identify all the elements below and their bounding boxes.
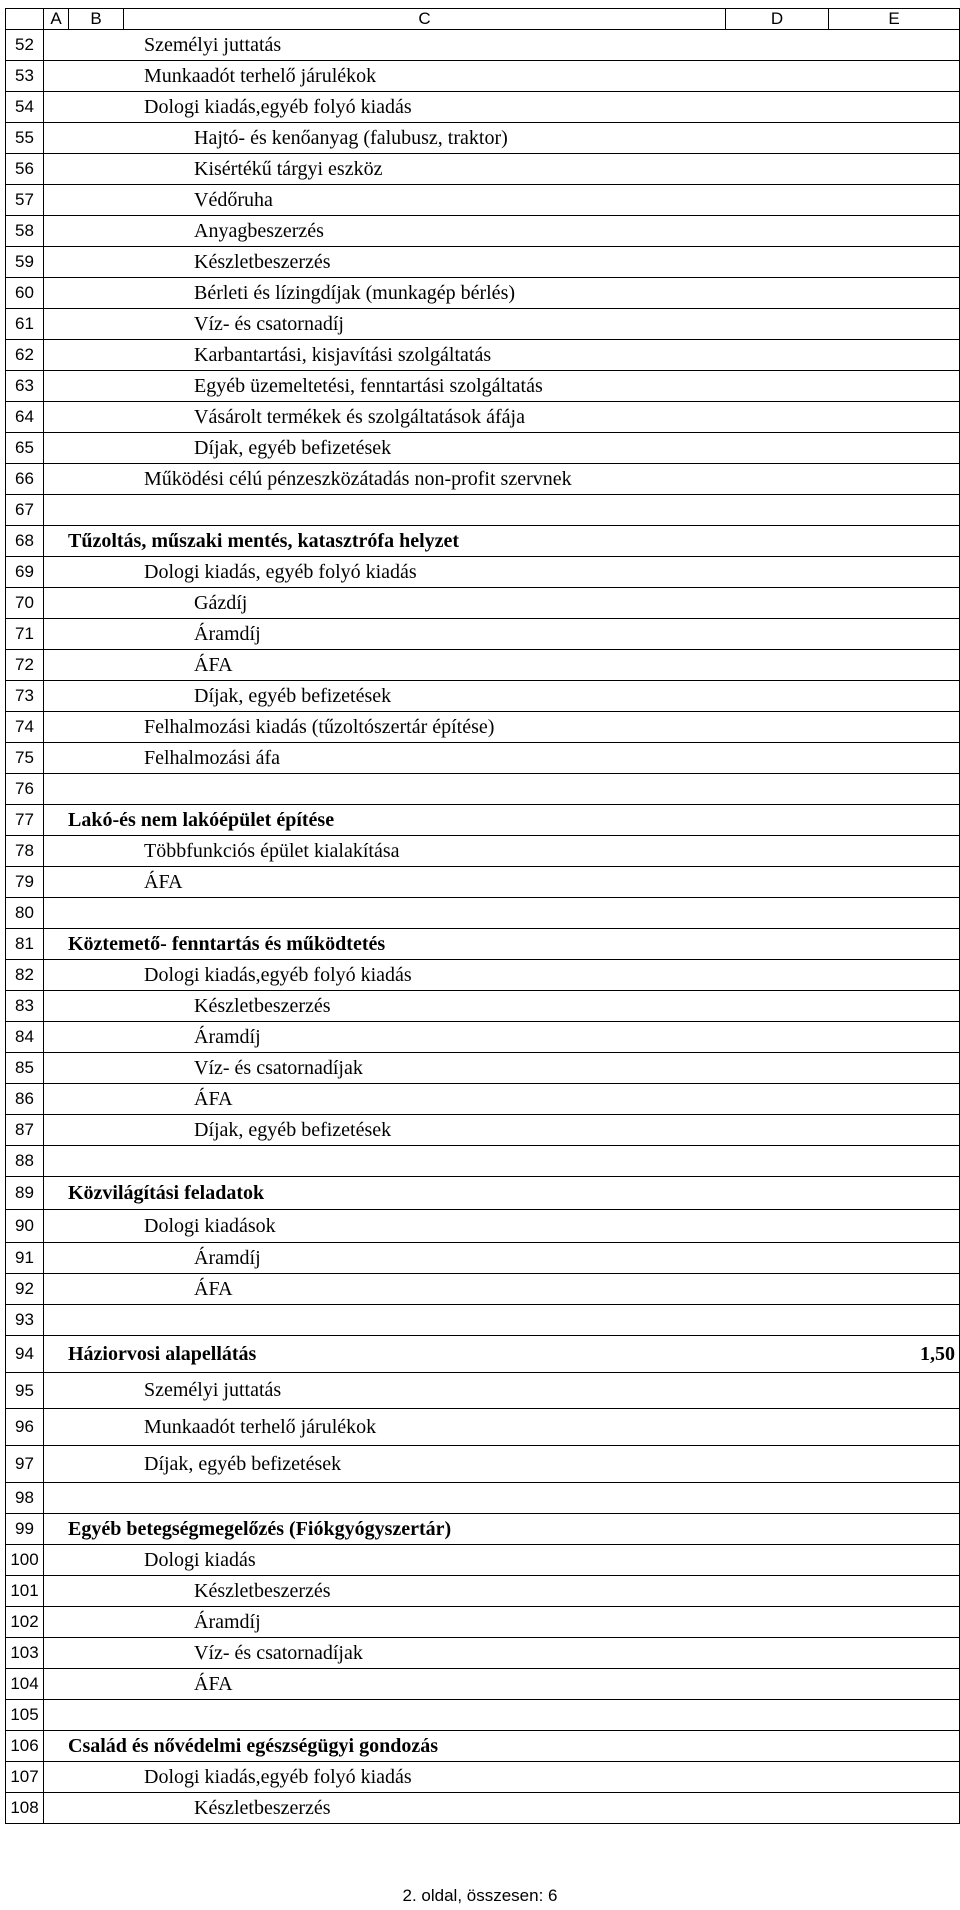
row-header[interactable]: 98	[6, 1483, 44, 1514]
row-header[interactable]: 74	[6, 712, 44, 743]
row-header[interactable]: 54	[6, 92, 44, 123]
table-row	[6, 929, 960, 960]
table-row	[6, 278, 960, 309]
description-cell[interactable]: Áramdíj	[44, 1243, 829, 1274]
table-row	[6, 1576, 960, 1607]
column-e-cell[interactable]	[829, 247, 960, 278]
sheet-body	[6, 30, 960, 1824]
row-header[interactable]: 86	[6, 1084, 44, 1115]
column-e-cell[interactable]	[829, 1607, 960, 1638]
description-cell[interactable]: Személyi juttatás	[44, 1373, 829, 1409]
table-row	[6, 1638, 960, 1669]
description-cell[interactable]: Személyi juttatás	[44, 30, 829, 61]
row-header[interactable]: 72	[6, 650, 44, 681]
table-row	[6, 526, 960, 557]
column-e-cell[interactable]	[829, 619, 960, 650]
table-row	[6, 1607, 960, 1638]
description-cell[interactable]: Bérleti és lízingdíjak (munkagép bérlés)	[44, 278, 829, 309]
column-header-row	[6, 9, 960, 30]
row-header[interactable]: 99	[6, 1514, 44, 1545]
column-e-cell[interactable]	[829, 92, 960, 123]
table-row	[6, 681, 960, 712]
column-e-cell[interactable]	[829, 712, 960, 743]
spreadsheet-table	[5, 8, 960, 1824]
table-row	[6, 1373, 960, 1409]
column-e-cell[interactable]	[829, 1022, 960, 1053]
table-row	[6, 495, 960, 526]
description-cell[interactable]	[44, 1700, 829, 1731]
description-cell[interactable]: Felhalmozási áfa	[44, 743, 829, 774]
row-header[interactable]: 89	[6, 1177, 44, 1210]
table-row	[6, 1514, 960, 1545]
description-cell[interactable]: Hajtó- és kenőanyag (falubusz, traktor)	[44, 123, 829, 154]
description-cell[interactable]: Víz- és csatornadíjak	[44, 1638, 829, 1669]
row-header[interactable]: 65	[6, 433, 44, 464]
row-header[interactable]: 55	[6, 123, 44, 154]
table-row	[6, 743, 960, 774]
table-row	[6, 557, 960, 588]
row-header[interactable]: 82	[6, 960, 44, 991]
row-header[interactable]: 83	[6, 991, 44, 1022]
row-header[interactable]: 88	[6, 1146, 44, 1177]
description-cell[interactable]: Egyéb betegségmegelőzés (Fiókgyógyszertár)	[44, 1514, 829, 1545]
row-header[interactable]: 100	[6, 1545, 44, 1576]
description-cell[interactable]: Vásárolt termékek és szolgáltatások áfája	[44, 402, 829, 433]
description-cell[interactable]: Készletbeszerzés	[44, 1576, 829, 1607]
description-cell[interactable]: ÁFA	[44, 867, 829, 898]
corner-cell[interactable]	[6, 9, 44, 30]
column-header-c[interactable]: C	[124, 9, 726, 30]
description-cell[interactable]: Tűzoltás, műszaki mentés, katasztrófa helyzet	[44, 526, 829, 557]
row-header[interactable]: 93	[6, 1305, 44, 1336]
column-e-cell[interactable]	[829, 1274, 960, 1305]
description-cell[interactable]: ÁFA	[44, 1669, 829, 1700]
column-header-a[interactable]: A	[44, 9, 69, 30]
column-e-cell[interactable]	[829, 154, 960, 185]
description-cell[interactable]: Többfunkciós épület kialakítása	[44, 836, 829, 867]
table-row	[6, 1446, 960, 1483]
table-row	[6, 1115, 960, 1146]
column-e-cell[interactable]	[829, 867, 960, 898]
column-e-cell[interactable]	[829, 650, 960, 681]
description-cell[interactable]	[44, 495, 829, 526]
description-cell[interactable]: Díjak, egyéb befizetések	[44, 433, 829, 464]
column-e-cell[interactable]	[829, 1177, 960, 1210]
column-e-cell[interactable]	[829, 898, 960, 929]
column-e-cell[interactable]	[829, 929, 960, 960]
description-cell[interactable]: ÁFA	[44, 650, 829, 681]
row-header[interactable]: 91	[6, 1243, 44, 1274]
column-e-cell[interactable]	[829, 1409, 960, 1446]
table-row	[6, 898, 960, 929]
row-header[interactable]: 97	[6, 1446, 44, 1483]
table-row	[6, 1177, 960, 1210]
table-row	[6, 1409, 960, 1446]
description-cell[interactable]: Dologi kiadások	[44, 1210, 829, 1243]
row-header[interactable]: 79	[6, 867, 44, 898]
description-cell[interactable]: Gázdíj	[44, 588, 829, 619]
column-e-cell[interactable]	[829, 1762, 960, 1793]
table-row	[6, 309, 960, 340]
row-header[interactable]: 84	[6, 1022, 44, 1053]
table-row	[6, 1700, 960, 1731]
row-header[interactable]: 77	[6, 805, 44, 836]
row-header[interactable]: 66	[6, 464, 44, 495]
column-e-cell[interactable]	[829, 1373, 960, 1409]
column-e-cell[interactable]	[829, 185, 960, 216]
row-header[interactable]: 103	[6, 1638, 44, 1669]
row-header[interactable]: 107	[6, 1762, 44, 1793]
description-cell[interactable]: Áramdíj	[44, 1022, 829, 1053]
row-header[interactable]: 106	[6, 1731, 44, 1762]
table-row	[6, 1243, 960, 1274]
table-row	[6, 619, 960, 650]
column-e-cell[interactable]	[829, 836, 960, 867]
table-row	[6, 805, 960, 836]
column-header-d[interactable]: D	[726, 9, 829, 30]
column-e-cell[interactable]	[829, 1731, 960, 1762]
column-e-cell[interactable]	[829, 805, 960, 836]
row-header[interactable]: 67	[6, 495, 44, 526]
row-header[interactable]: 69	[6, 557, 44, 588]
row-header[interactable]: 108	[6, 1793, 44, 1824]
column-e-cell[interactable]	[829, 433, 960, 464]
row-header[interactable]: 52	[6, 30, 44, 61]
table-row	[6, 1274, 960, 1305]
table-row	[6, 650, 960, 681]
page-footer: 2. oldal, összesen: 6	[402, 1886, 558, 1905]
table-row	[6, 712, 960, 743]
column-e-cell[interactable]	[829, 61, 960, 92]
table-row	[6, 588, 960, 619]
column-e-cell[interactable]	[829, 1545, 960, 1576]
column-e-cell[interactable]	[829, 960, 960, 991]
row-header[interactable]: 87	[6, 1115, 44, 1146]
row-header[interactable]: 80	[6, 898, 44, 929]
description-cell[interactable]: Készletbeszerzés	[44, 247, 829, 278]
description-cell[interactable]: Kisértékű tárgyi eszköz	[44, 154, 829, 185]
description-cell[interactable]: Munkaadót terhelő járulékok	[44, 61, 829, 92]
row-header[interactable]: 62	[6, 340, 44, 371]
description-cell[interactable]	[44, 1146, 829, 1177]
description-cell[interactable]: Díjak, egyéb befizetések	[44, 1115, 829, 1146]
table-row	[6, 464, 960, 495]
column-e-cell[interactable]	[829, 123, 960, 154]
row-header[interactable]: 53	[6, 61, 44, 92]
column-header-b[interactable]: B	[69, 9, 124, 30]
row-header[interactable]: 102	[6, 1607, 44, 1638]
table-row	[6, 1669, 960, 1700]
column-e-cell[interactable]	[829, 371, 960, 402]
description-cell[interactable]	[44, 774, 829, 805]
description-cell[interactable]: Háziorvosi alapellátás	[44, 1336, 829, 1373]
row-header[interactable]: 94	[6, 1336, 44, 1373]
table-row	[6, 433, 960, 464]
table-row	[6, 92, 960, 123]
column-e-cell[interactable]	[829, 1576, 960, 1607]
column-e-cell[interactable]	[829, 1146, 960, 1177]
row-header[interactable]: 95	[6, 1373, 44, 1409]
column-e-cell[interactable]	[829, 278, 960, 309]
row-header[interactable]: 70	[6, 588, 44, 619]
column-e-cell[interactable]: 1,50	[829, 1336, 960, 1373]
description-cell[interactable]	[44, 1483, 829, 1514]
table-row	[6, 1084, 960, 1115]
row-header[interactable]: 96	[6, 1409, 44, 1446]
description-cell[interactable]: Lakó-és nem lakóépület építése	[44, 805, 829, 836]
row-header[interactable]: 76	[6, 774, 44, 805]
column-e-cell[interactable]	[829, 557, 960, 588]
column-e-cell[interactable]	[829, 402, 960, 433]
column-e-cell[interactable]	[829, 464, 960, 495]
description-cell[interactable]: Munkaadót terhelő járulékok	[44, 1409, 829, 1446]
description-cell[interactable]: Díjak, egyéb befizetések	[44, 681, 829, 712]
description-cell[interactable]: ÁFA	[44, 1084, 829, 1115]
description-cell[interactable]: Áramdíj	[44, 1607, 829, 1638]
row-header[interactable]: 85	[6, 1053, 44, 1084]
row-header[interactable]: 104	[6, 1669, 44, 1700]
table-row	[6, 1762, 960, 1793]
table-row	[6, 1305, 960, 1336]
table-row	[6, 185, 960, 216]
row-header[interactable]: 59	[6, 247, 44, 278]
table-row	[6, 1483, 960, 1514]
row-header[interactable]: 75	[6, 743, 44, 774]
description-cell[interactable]: Dologi kiadás,egyéb folyó kiadás	[44, 960, 829, 991]
table-row	[6, 30, 960, 61]
table-row	[6, 123, 960, 154]
column-e-cell[interactable]	[829, 588, 960, 619]
row-header[interactable]: 56	[6, 154, 44, 185]
column-e-cell[interactable]	[829, 340, 960, 371]
table-row	[6, 991, 960, 1022]
description-cell[interactable]: Család és nővédelmi egészségügyi gondozás	[44, 1731, 829, 1762]
row-header[interactable]: 58	[6, 216, 44, 247]
row-header[interactable]: 60	[6, 278, 44, 309]
table-row	[6, 402, 960, 433]
column-e-cell[interactable]	[829, 1793, 960, 1824]
description-cell[interactable]: Anyagbeszerzés	[44, 216, 829, 247]
column-e-cell[interactable]	[829, 1210, 960, 1243]
column-e-cell[interactable]	[829, 1115, 960, 1146]
row-header[interactable]: 63	[6, 371, 44, 402]
table-row	[6, 371, 960, 402]
description-cell[interactable]: Készletbeszerzés	[44, 1793, 829, 1824]
column-e-cell[interactable]	[829, 991, 960, 1022]
table-row	[6, 1210, 960, 1243]
table-row	[6, 1053, 960, 1084]
description-cell[interactable]: ÁFA	[44, 1274, 829, 1305]
description-cell[interactable]: Dologi kiadás	[44, 1545, 829, 1576]
table-row	[6, 774, 960, 805]
table-row	[6, 154, 960, 185]
column-e-cell[interactable]	[829, 1053, 960, 1084]
description-cell[interactable]	[44, 898, 829, 929]
column-e-cell[interactable]	[829, 30, 960, 61]
description-cell[interactable]: Készletbeszerzés	[44, 991, 829, 1022]
description-cell[interactable]: Áramdíj	[44, 619, 829, 650]
row-header[interactable]: 81	[6, 929, 44, 960]
table-row	[6, 1793, 960, 1824]
description-cell[interactable]: Felhalmozási kiadás (tűzoltószertár építése)	[44, 712, 829, 743]
column-e-cell[interactable]	[829, 1446, 960, 1483]
description-cell[interactable]: Víz- és csatornadíjak	[44, 1053, 829, 1084]
row-header[interactable]: 101	[6, 1576, 44, 1607]
column-e-cell[interactable]	[829, 1669, 960, 1700]
column-e-cell[interactable]	[829, 216, 960, 247]
row-header[interactable]: 78	[6, 836, 44, 867]
table-row	[6, 1545, 960, 1576]
row-header[interactable]: 73	[6, 681, 44, 712]
column-header-e[interactable]: E	[829, 9, 960, 30]
description-cell[interactable]: Közvilágítási feladatok	[44, 1177, 829, 1210]
description-cell[interactable]: Egyéb üzemeltetési, fenntartási szolgáltatás	[44, 371, 829, 402]
description-cell[interactable]: Védőruha	[44, 185, 829, 216]
row-header[interactable]: 68	[6, 526, 44, 557]
column-e-cell[interactable]	[829, 1483, 960, 1514]
description-cell[interactable]: Dologi kiadás,egyéb folyó kiadás	[44, 1762, 829, 1793]
column-e-cell[interactable]	[829, 1700, 960, 1731]
description-cell[interactable]: Köztemető- fenntartás és működtetés	[44, 929, 829, 960]
table-row	[6, 340, 960, 371]
description-cell[interactable]: Dologi kiadás,egyéb folyó kiadás	[44, 92, 829, 123]
table-row	[6, 247, 960, 278]
description-cell[interactable]: Víz- és csatornadíj	[44, 309, 829, 340]
column-e-cell[interactable]	[829, 743, 960, 774]
table-row	[6, 1731, 960, 1762]
row-header[interactable]: 71	[6, 619, 44, 650]
description-cell[interactable]: Működési célú pénzeszközátadás non-profit szervnek	[44, 464, 829, 495]
table-row	[6, 1146, 960, 1177]
description-cell[interactable]: Karbantartási, kisjavítási szolgáltatás	[44, 340, 829, 371]
table-row	[6, 960, 960, 991]
column-e-cell[interactable]	[829, 1084, 960, 1115]
description-cell[interactable]: Díjak, egyéb befizetések	[44, 1446, 829, 1483]
row-header[interactable]: 92	[6, 1274, 44, 1305]
column-e-cell[interactable]	[829, 1243, 960, 1274]
column-e-cell[interactable]	[829, 1638, 960, 1669]
table-row	[6, 61, 960, 92]
column-e-cell[interactable]	[829, 526, 960, 557]
table-row	[6, 836, 960, 867]
row-header[interactable]: 105	[6, 1700, 44, 1731]
column-e-cell[interactable]	[829, 774, 960, 805]
column-e-cell[interactable]	[829, 1514, 960, 1545]
row-header[interactable]: 90	[6, 1210, 44, 1243]
column-e-cell[interactable]	[829, 681, 960, 712]
description-cell[interactable]: Dologi kiadás, egyéb folyó kiadás	[44, 557, 829, 588]
row-header[interactable]: 64	[6, 402, 44, 433]
column-e-cell[interactable]	[829, 495, 960, 526]
column-e-cell[interactable]	[829, 1305, 960, 1336]
description-cell[interactable]	[44, 1305, 829, 1336]
table-row	[6, 1336, 960, 1373]
column-e-cell[interactable]	[829, 309, 960, 340]
table-row	[6, 216, 960, 247]
table-row	[6, 867, 960, 898]
row-header[interactable]: 57	[6, 185, 44, 216]
table-row	[6, 1022, 960, 1053]
row-header[interactable]: 61	[6, 309, 44, 340]
